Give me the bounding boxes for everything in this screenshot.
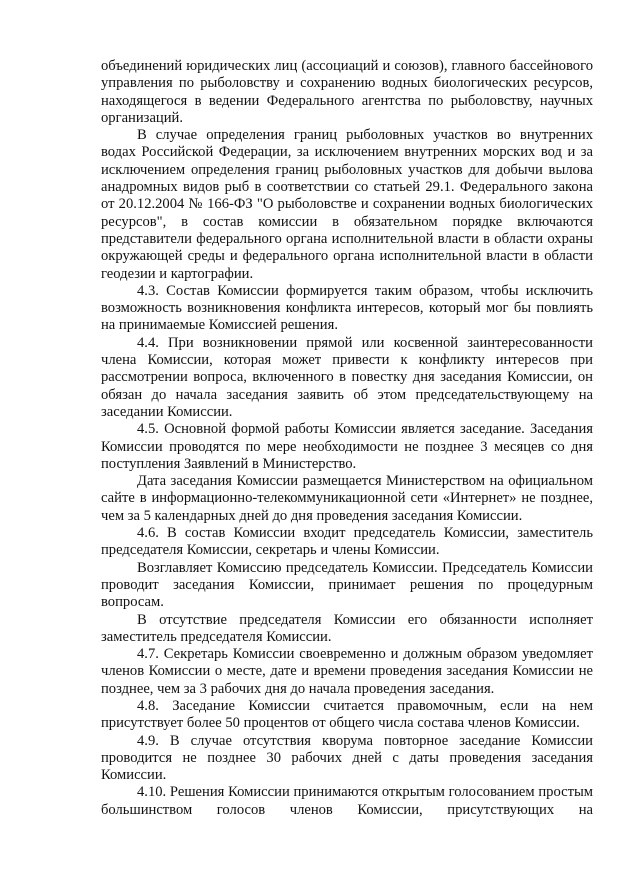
paragraph-chairman-absence: В отсутствие председателя Комиссии его обязанности исполняет заместитель председателя Комиссии.	[101, 611, 593, 645]
paragraph-4-10: 4.10. Решения Комиссии принимаются открытым голосованием простым большинством голосов членов Комиссии, присутствующих на	[101, 784, 593, 818]
paragraph-4-4: 4.4. При возникновении прямой или косвенной заинтересованности члена Комиссии, которая может привести к конфликту интересов при рассмотрении вопроса, включенного в повестку дня заседания Комиссии, он обязан до начала заседания заявить об этом председательствующему на заседании Комиссии.	[101, 334, 593, 420]
paragraph-4-3: 4.3. Состав Комиссии формируется таким образом, чтобы исключить возможность возникновения конфликта интересов, который мог бы повлиять на принимаемые Комиссией решения.	[101, 282, 593, 334]
paragraph-4-5: 4.5. Основной формой работы Комиссии является заседание. Заседания Комиссии проводятся по мере необходимости не позднее 3 месяцев со дня поступления Заявлений в Министерство.	[101, 421, 593, 472]
paragraph-4-8: 4.8. Заседание Комиссии считается правомочным, если на нем присутствует более 50 процентов от общего числа состава членов Комиссии.	[101, 697, 593, 732]
paragraph-4-9: 4.9. В случае отсутствия кворума повторное заседание Комиссии проводится не позднее 30 рабочих дней с даты проведения заседания Комиссии.	[101, 732, 593, 784]
paragraph-inland-waters: В случае определения границ рыболовных участков во внутренних водах Российской Федерации, за исключением внутренних морских вод и за исключением определения границ рыболовных участков для добычи вылова анадромных видов рыб в соответствии со статьей 29.1. Федерального закона от 20.12.2004 № 166-ФЗ "О рыболовстве и сохранении водных биологических ресурсов", в состав комиссии в обязательном порядке включаются представители федерального органа исполнительной власти в области охраны окружающей среды и федерального органа исполнительной власти в области геодезии и картографии.	[101, 127, 593, 282]
paragraph-continuation: объединений юридических лиц (ассоциаций и союзов), главного бассейнового управления по рыболовству и сохранению водных биологических ресурсов, находящегося в ведении Федерального агентства по рыболовству, научных организаций.	[101, 58, 593, 126]
paragraph-4-7: 4.7. Секретарь Комиссии своевременно и должным образом уведомляет членов Комиссии о месте, дате и времени проведения заседания Комиссии не позднее, чем за 3 рабочих дня до начала проведения заседания.	[101, 646, 593, 697]
paragraph-chairman: Возглавляет Комиссию председатель Комиссии. Председатель Комиссии проводит заседания Комиссии, принимает решения по процедурным вопросам.	[101, 559, 593, 611]
paragraph-4-6: 4.6. В состав Комиссии входит председатель Комиссии, заместитель председателя Комиссии, секретарь и члены Комиссии.	[101, 525, 593, 559]
paragraph-meeting-date: Дата заседания Комиссии размещается Министерством на официальном сайте в информационно-телекоммуникационной сети «Интернет» не позднее, чем за 5 календарных дней до дня проведения заседания Комиссии.	[101, 473, 593, 524]
